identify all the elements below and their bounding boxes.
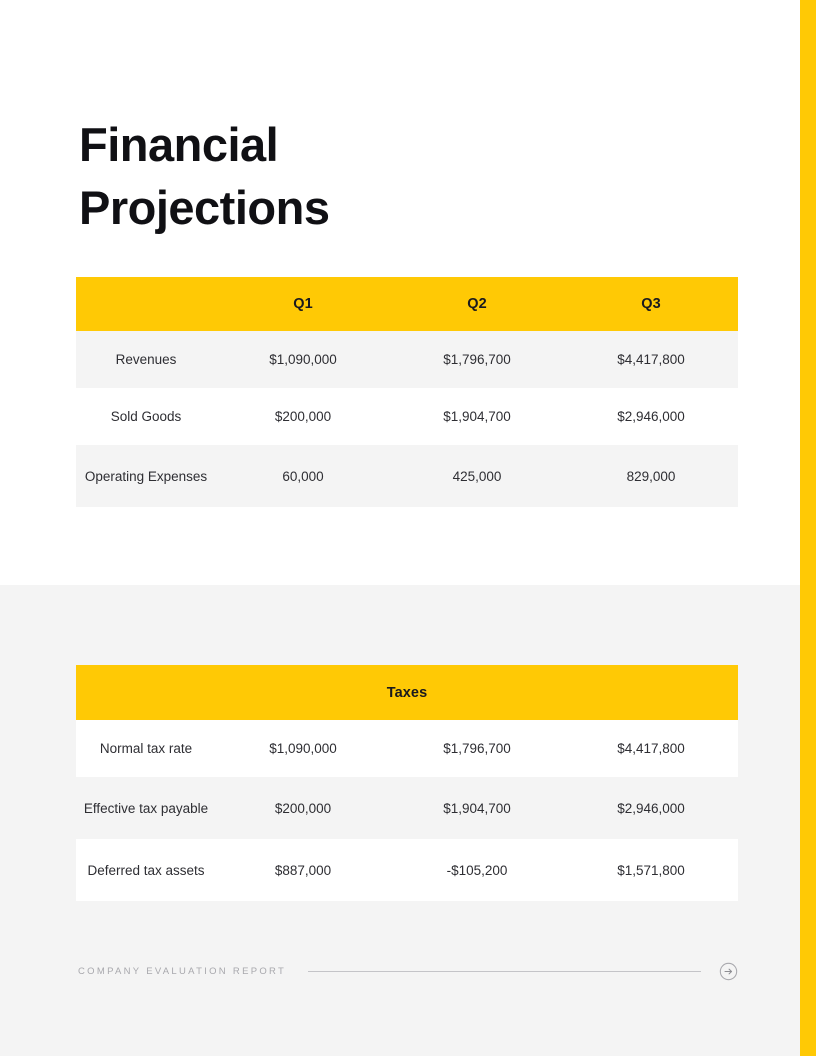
table-row [76, 331, 738, 388]
cell-revenues-q2: $1,796,700 [443, 352, 511, 367]
column-header-q1: Q1 [293, 296, 313, 312]
row-label-operating-expenses: Operating Expenses [84, 468, 208, 484]
footer [78, 962, 738, 981]
cell-operating-expenses-q2: 425,000 [452, 468, 502, 484]
projections-table-header-row [76, 277, 738, 331]
table-row [76, 720, 738, 777]
page-title-line-2: Projections [79, 181, 330, 235]
table-row [76, 777, 738, 839]
cell-deferred-tax-assets-q2: -$105,200 [446, 862, 508, 878]
table-row [76, 388, 738, 445]
arrow-right-circle-icon[interactable] [719, 962, 738, 981]
footer-divider [308, 971, 701, 972]
cell-normal-tax-rate-q1: $1,090,000 [269, 741, 337, 756]
cell-revenues-q1: $1,090,000 [269, 352, 337, 367]
row-label-deferred-tax-assets: Deferred tax assets [87, 862, 205, 878]
taxes-table-title: Taxes [386, 684, 428, 701]
row-label-normal-tax-rate: Normal tax rate [99, 741, 193, 756]
cell-sold-goods-q2: $1,904,700 [443, 409, 511, 424]
accent-bar-right [800, 0, 816, 1056]
cell-operating-expenses-q3: 829,000 [626, 468, 676, 484]
row-label-revenues: Revenues [115, 352, 177, 367]
cell-sold-goods-q3: $2,946,000 [617, 409, 685, 424]
cell-effective-tax-payable-q2: $1,904,700 [443, 800, 511, 816]
cell-deferred-tax-assets-q1: $887,000 [274, 862, 332, 878]
cell-sold-goods-q1: $200,000 [274, 409, 332, 424]
table-row [76, 839, 738, 901]
cell-normal-tax-rate-q3: $4,417,800 [617, 741, 685, 756]
footer-label: COMPANY EVALUATION REPORT [78, 966, 287, 977]
column-header-q2: Q2 [467, 296, 487, 312]
taxes-table-header-row [76, 665, 738, 720]
cell-deferred-tax-assets-q3: $1,571,800 [617, 862, 685, 878]
row-label-effective-tax-payable: Effective tax payable [83, 800, 209, 816]
cell-operating-expenses-q1: 60,000 [282, 468, 324, 484]
taxes-table [76, 665, 738, 901]
cell-revenues-q3: $4,417,800 [617, 352, 685, 367]
page-title-line-1: Financial [79, 118, 279, 172]
page-title [79, 113, 639, 239]
cell-normal-tax-rate-q2: $1,796,700 [443, 741, 511, 756]
cell-effective-tax-payable-q3: $2,946,000 [617, 800, 685, 816]
cell-effective-tax-payable-q1: $200,000 [274, 800, 332, 816]
row-label-sold-goods: Sold Goods [110, 409, 182, 424]
projections-table [76, 277, 738, 507]
table-row [76, 445, 738, 507]
column-header-q3: Q3 [641, 296, 661, 312]
